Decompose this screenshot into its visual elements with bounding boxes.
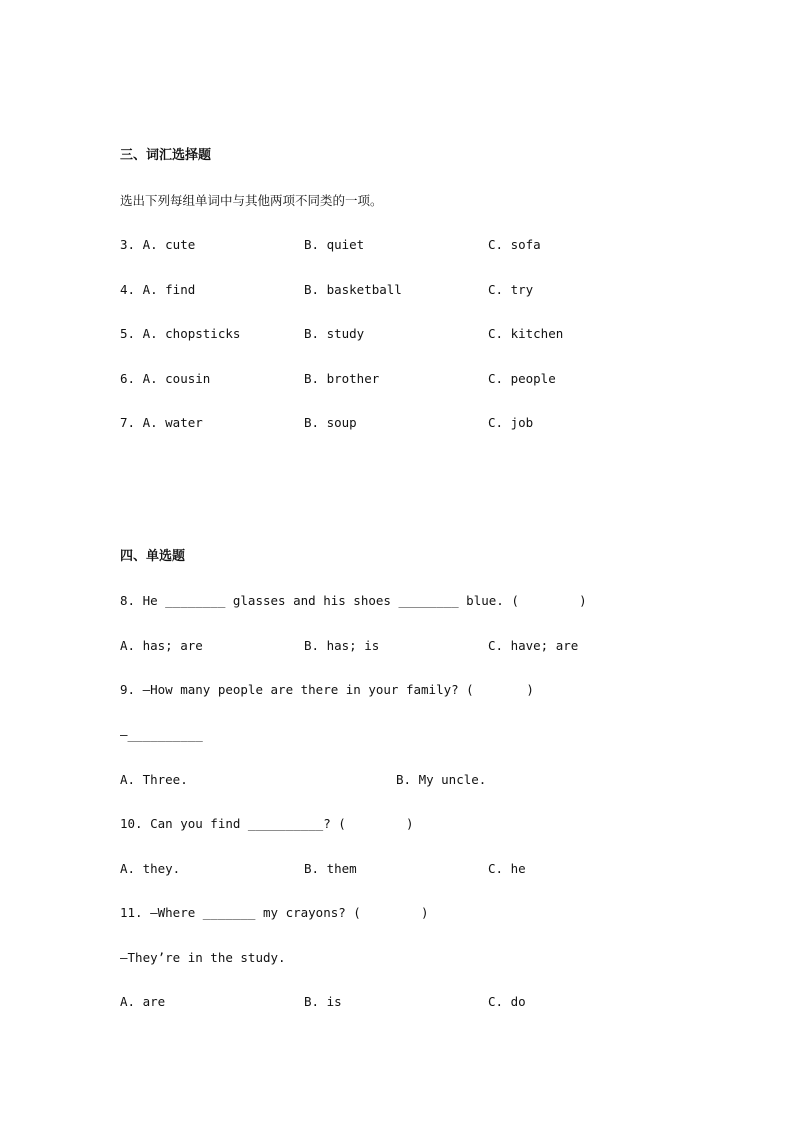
option-b: B. is xyxy=(304,994,342,1009)
option-b: B. them xyxy=(304,861,357,876)
option-c: C. kitchen xyxy=(488,326,564,341)
question-11-reply: —They’re in the study. xyxy=(120,950,286,965)
option-c: C. try xyxy=(488,282,534,297)
option-b: B. quiet xyxy=(304,237,365,252)
option-b: B. My uncle. xyxy=(396,772,487,787)
option-a: 5. A. chopsticks xyxy=(120,326,241,341)
option-c: C. do xyxy=(488,994,526,1009)
option-b: B. brother xyxy=(304,371,380,386)
question-8-stem: 8. He ________ glasses and his shoes ________ blue. ( ) xyxy=(120,593,587,608)
option-c: C. job xyxy=(488,415,534,430)
option-a: A. has; are xyxy=(120,638,203,653)
option-b: B. basketball xyxy=(304,282,402,297)
option-b: B. soup xyxy=(304,415,357,430)
option-a: 6. A. cousin xyxy=(120,371,211,386)
option-c: C. he xyxy=(488,861,526,876)
question-9-stem: 9. —How many people are there in your family? ( ) xyxy=(120,682,534,697)
option-a: 7. A. water xyxy=(120,415,203,430)
question-10-stem: 10. Can you find __________? ( ) xyxy=(120,816,414,831)
section4-title: 四、单选题 xyxy=(120,549,186,564)
option-c: C. have; are xyxy=(488,638,579,653)
option-b: B. study xyxy=(304,326,365,341)
option-c: C. sofa xyxy=(488,237,541,252)
option-c: C. people xyxy=(488,371,556,386)
question-11-stem: 11. —Where _______ my crayons? ( ) xyxy=(120,905,429,920)
section3-title: 三、词汇选择题 xyxy=(120,148,212,163)
option-a: A. are xyxy=(120,994,166,1009)
option-a: 4. A. find xyxy=(120,282,196,297)
option-a: 3. A. cute xyxy=(120,237,196,252)
question-9-reply: —__________ xyxy=(120,727,203,742)
option-a: A. they. xyxy=(120,861,181,876)
option-b: B. has; is xyxy=(304,638,380,653)
section3-instruction: 选出下列每组单词中与其他两项不同类的一项。 xyxy=(120,193,383,208)
option-a: A. Three. xyxy=(120,772,188,787)
